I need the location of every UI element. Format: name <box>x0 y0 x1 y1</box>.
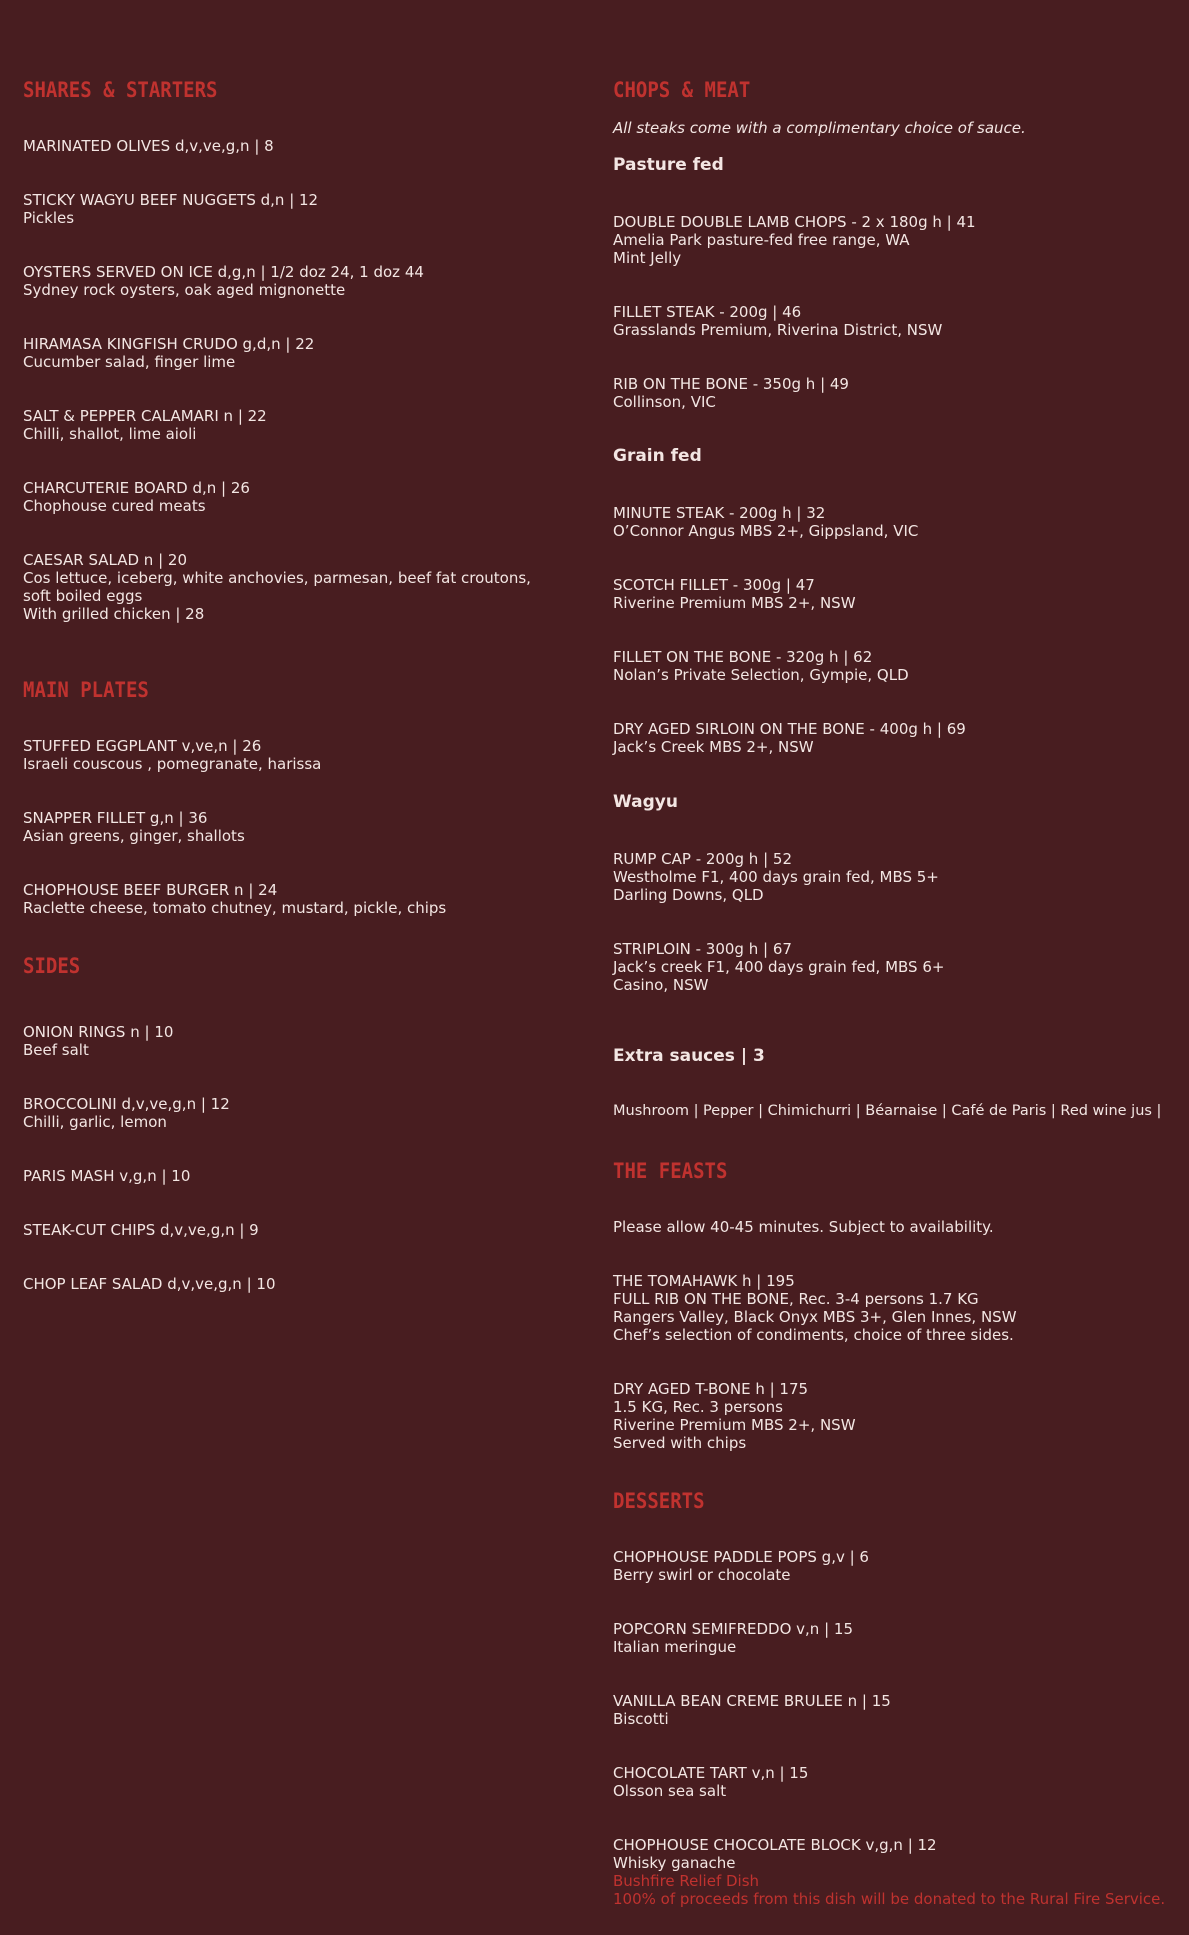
menu-item <box>23 407 267 443</box>
menu-item-desc: Rangers Valley, Black Onyx MBS 3+, Glen Innes, NSW <box>613 1308 1017 1326</box>
menu-item-desc: With grilled chicken | 28 <box>23 605 205 623</box>
menu-item <box>23 335 314 371</box>
menu-item-title: STEAK-CUT CHIPS d,v,ve,g,n | 9 <box>23 1221 259 1239</box>
menu-item-title: STUFFED EGGPLANT v,ve,n | 26 <box>23 737 262 755</box>
menu-item-title: CAESAR SALAD n | 20 <box>23 551 187 569</box>
menu-item-title: CHOPHOUSE PADDLE POPS g,v | 6 <box>613 1548 869 1566</box>
menu-item <box>613 504 918 540</box>
shares-heading: SHARES & STARTERS <box>23 78 218 103</box>
feasts-heading: THE FEASTS <box>613 1159 728 1184</box>
menu-item-title: SALT & PEPPER CALAMARI n | 22 <box>23 407 267 425</box>
menu-item-desc: Italian meringue <box>613 1638 737 1656</box>
menu-item <box>613 303 942 339</box>
menu-item <box>23 1023 173 1059</box>
menu-item-desc: Beef salt <box>23 1041 89 1059</box>
menu-item-desc: Casino, NSW <box>613 976 709 994</box>
sauce-list: Mushroom | Pepper | Chimichurri | Béarnaise | Café de Paris | Red wine jus | <box>613 1103 1162 1119</box>
menu-item <box>613 850 939 904</box>
menu-item <box>613 1548 869 1584</box>
menu-item-desc: Cos lettuce, iceberg, white anchovies, parmesan, beef fat croutons, soft boiled eggs <box>23 569 531 605</box>
menu-item <box>23 737 321 773</box>
grain-fed-label: Grain fed <box>613 446 702 466</box>
menu-item-title: CHOPHOUSE CHOCOLATE BLOCK v,g,n | 12 <box>613 1836 937 1854</box>
menu-item-title: MINUTE STEAK - 200g h | 32 <box>613 504 826 522</box>
menu-item-desc: Amelia Park pasture-fed free range, WA <box>613 231 910 249</box>
menu-item <box>613 940 944 994</box>
menu-item-desc: Cucumber salad, finger lime <box>23 353 236 371</box>
menu-item <box>613 1272 1017 1344</box>
menu-item-desc: Olsson sea salt <box>613 1782 727 1800</box>
menu-item-desc: Chilli, garlic, lemon <box>23 1113 167 1131</box>
menu-item-title: RIB ON THE BONE - 350g h | 49 <box>613 375 849 393</box>
menu-item-desc: Collinson, VIC <box>613 393 716 411</box>
menu-item-desc: Served with chips <box>613 1434 747 1452</box>
menu-item-desc: Westholme F1, 400 days grain fed, MBS 5+ <box>613 868 939 886</box>
menu-item-title: OYSTERS SERVED ON ICE d,g,n | 1/2 doz 24, 1 doz 44 <box>23 263 424 281</box>
menu-item <box>613 1764 808 1800</box>
menu-item-desc: Chophouse cured meats <box>23 497 206 515</box>
menu-item-title: STRIPLOIN - 300g h | 67 <box>613 940 792 958</box>
feasts-note: Please allow 40-45 minutes. Subject to availability. <box>613 1218 994 1236</box>
sides-heading: SIDES <box>23 954 81 979</box>
menu-item <box>613 1836 1165 1908</box>
menu-item-title: HIRAMASA KINGFISH CRUDO g,d,n | 22 <box>23 335 315 353</box>
menu-item-title: BROCCOLINI d,v,ve,g,n | 12 <box>23 1095 230 1113</box>
menu-item-title: PARIS MASH v,g,n | 10 <box>23 1167 191 1185</box>
menu-item <box>23 137 274 155</box>
menu-item <box>23 881 446 917</box>
menu-item-desc: Biscotti <box>613 1710 669 1728</box>
menu-item-title: MARINATED OLIVES d,v,ve,g,n | 8 <box>23 137 274 155</box>
menu-item <box>23 479 250 515</box>
bushfire-relief-title: Bushfire Relief Dish <box>613 1872 760 1890</box>
bushfire-relief-text: 100% of proceeds from this dish will be donated to the Rural Fire Service. <box>613 1890 1166 1908</box>
menu-item-title: SCOTCH FILLET - 300g | 47 <box>613 576 815 594</box>
menu-item-desc: Chef’s selection of condiments, choice of three sides. <box>613 1326 1014 1344</box>
menu-item-title: STICKY WAGYU BEEF NUGGETS d,n | 12 <box>23 191 319 209</box>
extra-sauces-label: Extra sauces | 3 <box>613 1046 765 1066</box>
menu-item <box>613 1380 856 1452</box>
desserts-heading: DESSERTS <box>613 1489 705 1514</box>
menu-item <box>23 1221 259 1239</box>
menu-item-desc: Darling Downs, QLD <box>613 886 764 904</box>
chops-heading: CHOPS & MEAT <box>613 78 751 103</box>
menu-item-title: CHOPHOUSE BEEF BURGER n | 24 <box>23 881 278 899</box>
menu-item <box>23 551 563 623</box>
menu-item <box>23 809 245 845</box>
menu-item-title: DRY AGED SIRLOIN ON THE BONE - 400g h | 69 <box>613 720 966 738</box>
menu-item <box>23 191 318 227</box>
menu-item <box>613 375 849 411</box>
menu-item-title: THE TOMAHAWK h | 195 <box>613 1272 795 1290</box>
menu-item <box>23 1167 190 1185</box>
menu-item-title: RUMP CAP - 200g h | 52 <box>613 850 792 868</box>
menu-item <box>613 1692 891 1728</box>
menu-item-title: ONION RINGS n | 10 <box>23 1023 174 1041</box>
menu-item-title: FILLET ON THE BONE - 320g h | 62 <box>613 648 873 666</box>
menu-item <box>23 1095 230 1131</box>
menu-item-desc: Jack’s Creek MBS 2+, NSW <box>613 738 814 756</box>
menu-item <box>613 648 909 684</box>
menu-item-title: DOUBLE DOUBLE LAMB CHOPS - 2 x 180g h | 41 <box>613 213 976 231</box>
menu-item-title: SNAPPER FILLET g,n | 36 <box>23 809 208 827</box>
steak-sauce-note: All steaks come with a complimentary choice of sauce. <box>613 119 1026 137</box>
menu-item-title: DRY AGED T-BONE h | 175 <box>613 1380 809 1398</box>
menu-item <box>23 263 424 299</box>
menu-item-title: CHOP LEAF SALAD d,v,ve,g,n | 10 <box>23 1275 276 1293</box>
menu-item-desc: Jack’s creek F1, 400 days grain fed, MBS 6+ <box>613 958 945 976</box>
menu-item-desc: O’Connor Angus MBS 2+, Gippsland, VIC <box>613 522 919 540</box>
menu-item-title: CHOCOLATE TART v,n | 15 <box>613 1764 809 1782</box>
menu-item <box>23 1275 276 1293</box>
menu-item-desc: Sydney rock oysters, oak aged mignonette <box>23 281 346 299</box>
menu-item-title: CHARCUTERIE BOARD d,n | 26 <box>23 479 250 497</box>
menu-item-title: VANILLA BEAN CREME BRULEE n | 15 <box>613 1692 891 1710</box>
wagyu-label: Wagyu <box>613 792 678 812</box>
menu-item-desc: Raclette cheese, tomato chutney, mustard, pickle, chips <box>23 899 447 917</box>
menu-item-desc: Whisky ganache <box>613 1854 736 1872</box>
main-plates-heading: MAIN PLATES <box>23 678 149 703</box>
menu-item-desc: Nolan’s Private Selection, Gympie, QLD <box>613 666 909 684</box>
menu-item-desc: Riverine Premium MBS 2+, NSW <box>613 1416 856 1434</box>
menu-item-desc: Grasslands Premium, Riverina District, NSW <box>613 321 943 339</box>
pasture-fed-label: Pasture fed <box>613 155 724 175</box>
menu-item-desc: Asian greens, ginger, shallots <box>23 827 245 845</box>
menu-item-desc: Riverine Premium MBS 2+, NSW <box>613 594 856 612</box>
menu-item <box>613 1620 853 1656</box>
menu-item-desc: Pickles <box>23 209 75 227</box>
menu-item-desc: Berry swirl or chocolate <box>613 1566 791 1584</box>
menu-item <box>613 720 966 756</box>
menu-item-title: FILLET STEAK - 200g | 46 <box>613 303 802 321</box>
menu-item-desc: 1.5 KG, Rec. 3 persons <box>613 1398 783 1416</box>
menu-item-desc: FULL RIB ON THE BONE, Rec. 3-4 persons 1.7 KG <box>613 1290 979 1308</box>
menu-item-title: POPCORN SEMIFREDDO v,n | 15 <box>613 1620 853 1638</box>
menu-item <box>613 213 976 267</box>
menu-item-desc: Israeli couscous , pomegranate, harissa <box>23 755 322 773</box>
menu-item-desc: Mint Jelly <box>613 249 682 267</box>
menu-item <box>613 576 856 612</box>
menu-item-desc: Chilli, shallot, lime aioli <box>23 425 197 443</box>
